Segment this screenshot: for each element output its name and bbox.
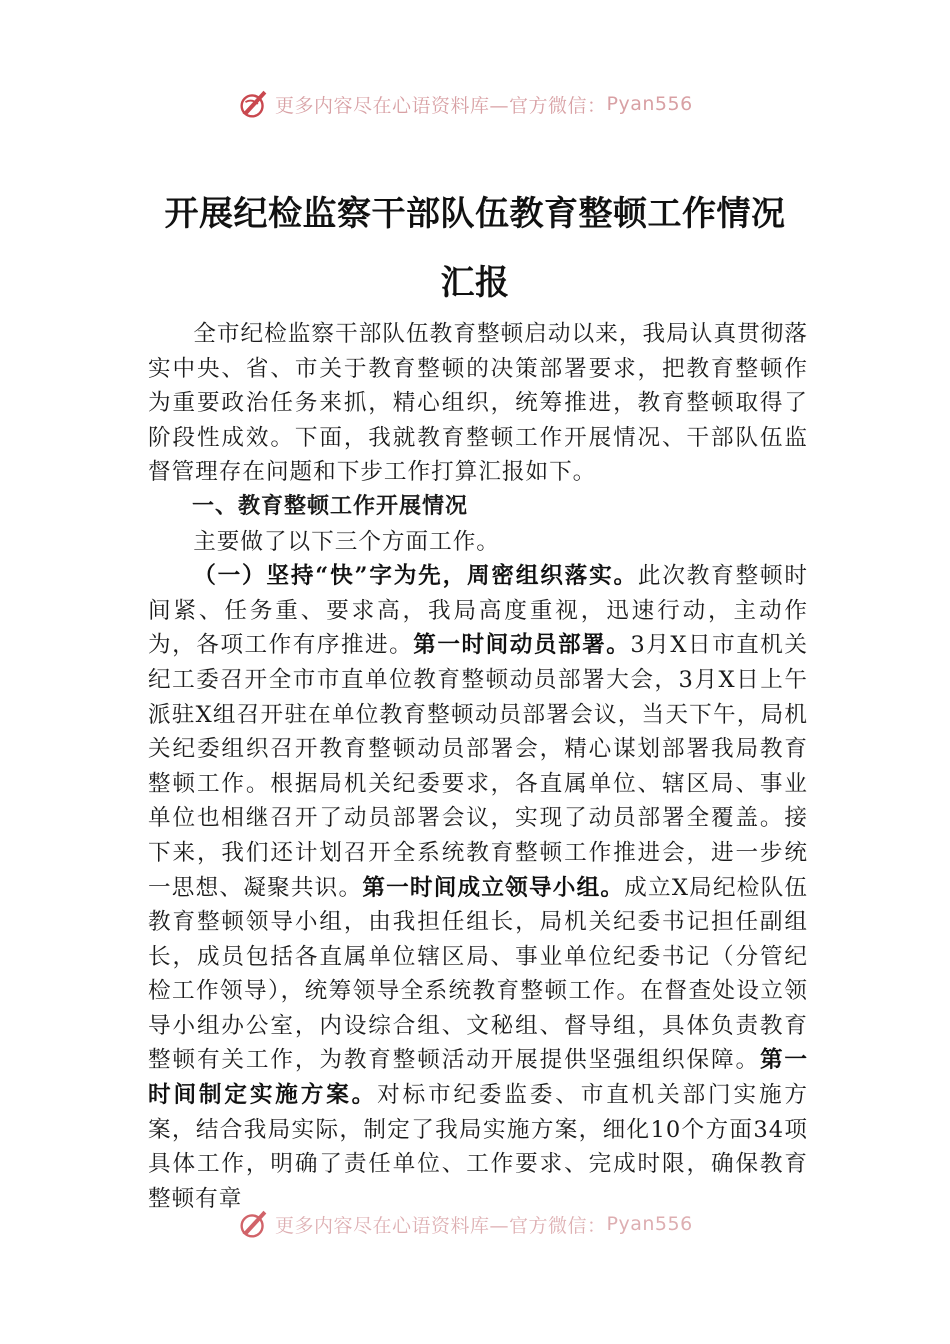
watermark-wechat-id: Pyan556 <box>606 1213 693 1235</box>
subheading-1: （一）坚持“快”字为先，周密组织落实。 <box>193 563 638 590</box>
section-1-text-4: 对标市纪委监委、市直机关部门实施方案，结合我局实际，制定了我局实施方案，细化10个方面34项具体工作，明确了责任单位、工作要求、完成时限，确保教育整顿有章 <box>148 1082 809 1212</box>
watermark-text: 更多内容尽在心语资料库—官方微信： <box>275 94 607 117</box>
document-title-line2: 汇报 <box>440 263 510 303</box>
watermark-bottom <box>235 1207 693 1241</box>
pen-logo-icon <box>235 1207 273 1241</box>
section-1-text-2: 3月X日市直机关纪工委召开全市市直单位教育整顿动员部署大会，3月X日上午派驻X组召开驻在单位教育整顿动员部署会议，当天下午，局机关纪委组织召开教育整顿动员部署会，精心谋划部署我局教育整顿工作。根据局机关纪委要求，各直属单位、辖区局、事业单位也相继召开了动员部署会议，实现了动员部署全覆盖。接下来，我们还计划召开全系统教育整顿工作推进会，进一步统一思想、凝聚共识。 <box>148 632 809 901</box>
watermark-wechat-id: Pyan556 <box>606 93 693 115</box>
section-heading-1: 一、教育整顿工作开展情况 <box>192 493 469 519</box>
section-1-paragraph <box>148 559 808 1216</box>
intro-paragraph: 全市纪检监察干部队伍教育整顿启动以来，我局认真贯彻落实中央、省、市关于教育整顿的决策部署要求，把教育整顿作为重要政治任务来抓，精心组织，统筹推进，教育整顿取得了阶段性成效。下面，我就教育整顿工作开展情况、干部队伍监督管理存在问题和下步工作打算汇报如下。 <box>148 321 808 486</box>
point-mobilization: 第一时间动员部署。 <box>413 632 631 659</box>
section-1-text-3: 成立X局纪检队伍教育整顿领导小组，由我担任组长，局机关纪委书记担任副组长，成员包括各直属单位辖区局、事业单位纪委书记（分管纪检工作领导），统筹领导全系统教育整顿工作。在督查处设立领导小组办公室，内设综合组、文秘组、督导组，具体负责教育整顿有关工作，为教育整顿活动开展提供坚强组织保障。 <box>148 874 809 1074</box>
document-title-line1: 开展纪检监察干部队伍教育整顿工作情况 <box>164 194 786 234</box>
watermark-text: 更多内容尽在心语资料库—官方微信： <box>275 1214 607 1237</box>
point-leading-group: 第一时间成立领导小组。 <box>362 874 625 901</box>
point-implementation-plan: 第一时间制定实施方案。 <box>148 1047 809 1109</box>
document-body <box>148 317 808 1216</box>
section-1-text-1: 此次教育整顿时间紧、任务重、要求高，我局高度重视，迅速行动，主动作为，各项工作有序推进。 <box>148 563 808 659</box>
summary-paragraph: 主要做了以下三个方面工作。 <box>193 528 500 555</box>
